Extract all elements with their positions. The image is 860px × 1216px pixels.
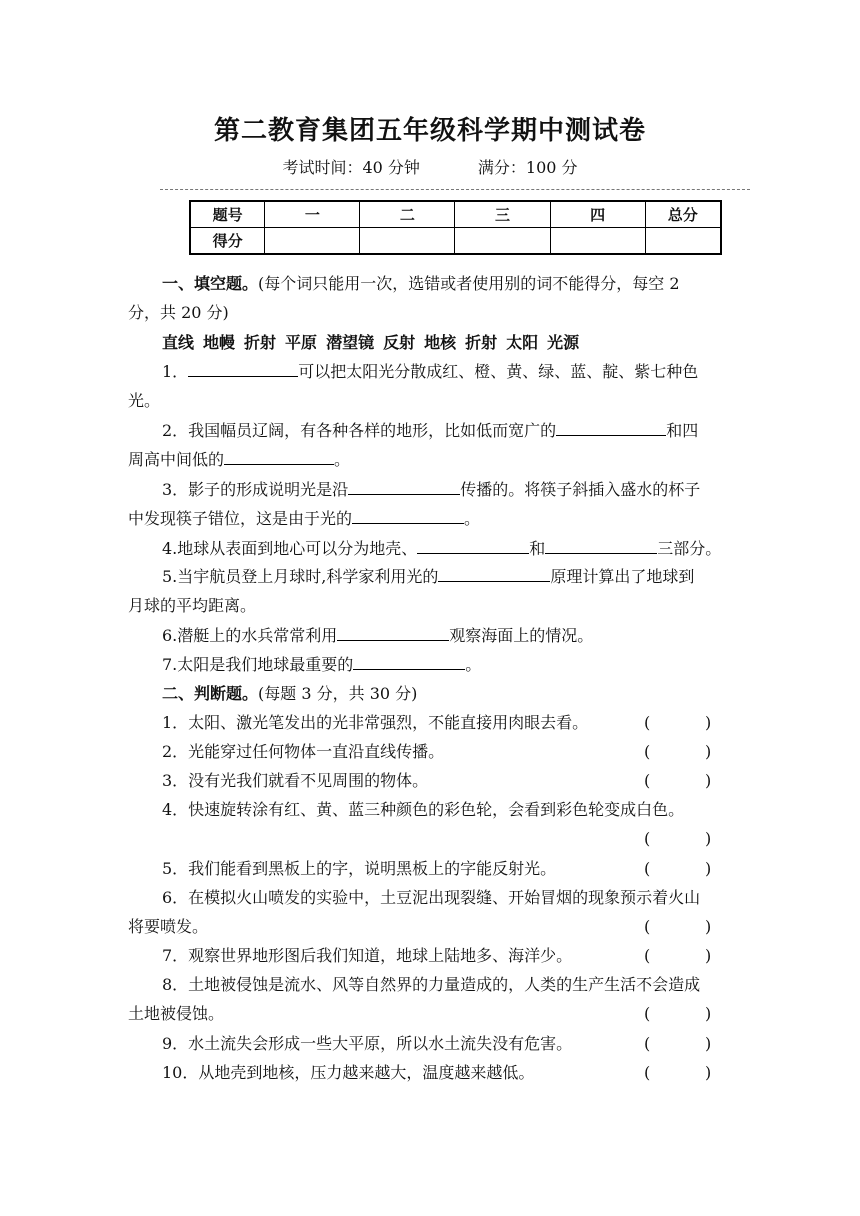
paren-open: ( — [644, 829, 651, 848]
answer-blank[interactable] — [188, 362, 298, 377]
question-text: 7.太阳是我们地球最重要的 — [162, 655, 354, 674]
score-input-cell[interactable] — [455, 228, 550, 255]
question-text: 3．影子的形成说明光是沿 — [162, 480, 349, 499]
divider — [160, 189, 750, 190]
exam-info — [0, 155, 860, 178]
fill-question-7 — [162, 655, 481, 675]
section2-note: (每题 3 分，共 30 分) — [258, 684, 418, 703]
question-text: 和 — [529, 539, 546, 558]
paren-close: ) — [705, 859, 712, 878]
full-score: 满分：100 分 — [477, 158, 578, 177]
section1-note: (每个词只能用一次，选错或者使用别的词不能得分，每空 2 — [258, 274, 680, 293]
question-text: 三部分。 — [657, 539, 722, 558]
question-text: 1． — [162, 362, 189, 381]
question-text: 可以把太阳光分散成红、橙、黄、绿、蓝、靛、紫七种色 — [298, 362, 699, 381]
question-text: 6.潜艇上的水兵常常利用 — [162, 626, 338, 645]
judge-question-6: 6．在模拟火山喷发的实验中，土豆泥出现裂缝、开始冒烟的现象预示着火山 — [162, 888, 701, 907]
paren-close: ) — [705, 1004, 712, 1023]
judge-question-6-cont: 将要喷发。 — [128, 917, 209, 936]
question-text: 原理计算出了地球到 — [550, 567, 695, 586]
exam-time: 考试时间：40 分钟 — [282, 158, 420, 177]
question-text: 周高中间低的 — [128, 450, 225, 469]
score-input-cell[interactable] — [645, 228, 721, 255]
paren-close: ) — [705, 771, 712, 790]
section1-heading: 一、填空题。 — [162, 274, 259, 293]
word-bank-item: 太阳 — [506, 333, 539, 352]
question-text: 中发现筷子错位，这是由于光的 — [128, 509, 353, 528]
word-bank-item: 折射 — [244, 333, 277, 352]
score-table — [189, 200, 722, 255]
score-cell: 总分 — [645, 201, 721, 228]
fill-question-4 — [162, 539, 721, 559]
section2-heading: 二、判断题。 — [162, 684, 259, 703]
page-title: 第二教育集团五年级科学期中测试卷 — [213, 116, 646, 146]
section1-heading-line — [162, 274, 680, 294]
judge-question-10: 10．从地壳到地核，压力越来越大，温度越来越低。 — [162, 1063, 535, 1082]
fill-question-3 — [162, 480, 700, 500]
judge-question-9: 9．水土流失会形成一些大平原，所以水土流失没有危害。 — [162, 1034, 573, 1053]
answer-blank[interactable] — [337, 626, 449, 641]
section1-note-line2: 分，共 20 分) — [128, 303, 229, 322]
word-bank-item: 反射 — [383, 333, 416, 352]
answer-blank[interactable] — [438, 567, 550, 582]
score-input-cell[interactable] — [360, 228, 455, 255]
score-input-cell[interactable] — [265, 228, 360, 255]
score-cell: 三 — [455, 201, 550, 228]
judge-question-7: 7．观察世界地形图后我们知道，地球上陆地多、海洋少。 — [162, 946, 573, 965]
question-text: 4.地球从表面到地心可以分为地壳、 — [162, 539, 418, 558]
score-cell: 一 — [265, 201, 360, 228]
paren-close: ) — [705, 713, 712, 732]
answer-blank[interactable] — [556, 421, 666, 436]
paren-open: ( — [644, 917, 651, 936]
score-cell: 得分 — [190, 228, 265, 255]
question-text: 传播的。将筷子斜插入盛水的杯子 — [460, 480, 701, 499]
answer-blank[interactable] — [417, 539, 529, 554]
paren-open: ( — [644, 946, 651, 965]
fill-question-5 — [162, 567, 694, 587]
paren-open: ( — [644, 771, 651, 790]
judge-question-2: 2．光能穿过任何物体一直沿直线传播。 — [162, 742, 445, 761]
word-bank — [162, 333, 588, 353]
fill-question-3-cont — [128, 509, 480, 529]
score-table-score-row — [190, 228, 721, 255]
word-bank-item: 折射 — [465, 333, 498, 352]
fill-question-2-cont — [128, 450, 350, 470]
score-input-cell[interactable] — [550, 228, 645, 255]
judge-question-8: 8．土地被侵蚀是流水、风等自然界的力量造成的，人类的生产生活不会造成 — [162, 975, 701, 994]
paren-open: ( — [644, 859, 651, 878]
answer-blank[interactable] — [353, 655, 465, 670]
paren-close: ) — [705, 946, 712, 965]
paren-close: ) — [705, 1034, 712, 1053]
fill-question-1 — [162, 362, 698, 382]
word-bank-item: 地幔 — [203, 333, 236, 352]
judge-question-4: 4．快速旋转涂有红、黄、蓝三种颜色的彩色轮，会看到彩色轮变成白色。 — [162, 800, 685, 819]
paren-close: ) — [705, 829, 712, 848]
answer-blank[interactable] — [545, 539, 657, 554]
paren-open: ( — [644, 1004, 651, 1023]
judge-question-3: 3．没有光我们就看不见周围的物体。 — [162, 771, 429, 790]
paren-close: ) — [705, 1063, 712, 1082]
fill-question-6 — [162, 626, 593, 646]
paren-close: ) — [705, 742, 712, 761]
question-text: 。 — [465, 655, 482, 674]
paren-open: ( — [644, 713, 651, 732]
question-text: 2．我国幅员辽阔，有各种各样的地形，比如低而宽广的 — [162, 421, 557, 440]
judge-question-8-cont: 土地被侵蚀。 — [128, 1004, 225, 1023]
score-cell: 二 — [360, 201, 455, 228]
score-table-header-row — [190, 201, 721, 228]
answer-blank[interactable] — [348, 480, 460, 495]
word-bank-item: 潜望镜 — [326, 333, 375, 352]
question-text: 。 — [334, 450, 351, 469]
word-bank-item: 地核 — [424, 333, 457, 352]
question-text: 观察海面上的情况。 — [449, 626, 594, 645]
score-cell: 题号 — [190, 201, 265, 228]
paren-open: ( — [644, 742, 651, 761]
question-text: 5.当宇航员登上月球时,科学家利用光的 — [162, 567, 439, 586]
judge-question-1: 1．太阳、激光笔发出的光非常强烈，不能直接用肉眼去看。 — [162, 713, 589, 732]
section2-heading-line — [162, 684, 417, 704]
answer-blank[interactable] — [352, 509, 464, 524]
question-text: 。 — [464, 509, 481, 528]
word-bank-item: 平原 — [285, 333, 318, 352]
word-bank-item: 直线 — [162, 333, 195, 352]
question-text: 和四 — [666, 421, 699, 440]
fill-question-1-cont: 光。 — [128, 391, 161, 410]
score-cell: 四 — [550, 201, 645, 228]
fill-question-2 — [162, 421, 698, 441]
paren-open: ( — [644, 1063, 651, 1082]
answer-blank[interactable] — [224, 450, 334, 465]
judge-question-5: 5．我们能看到黑板上的字，说明黑板上的字能反射光。 — [162, 859, 557, 878]
fill-question-5-cont: 月球的平均距离。 — [128, 596, 257, 615]
word-bank-item: 光源 — [547, 333, 580, 352]
paren-close: ) — [705, 917, 712, 936]
paren-open: ( — [644, 1034, 651, 1053]
